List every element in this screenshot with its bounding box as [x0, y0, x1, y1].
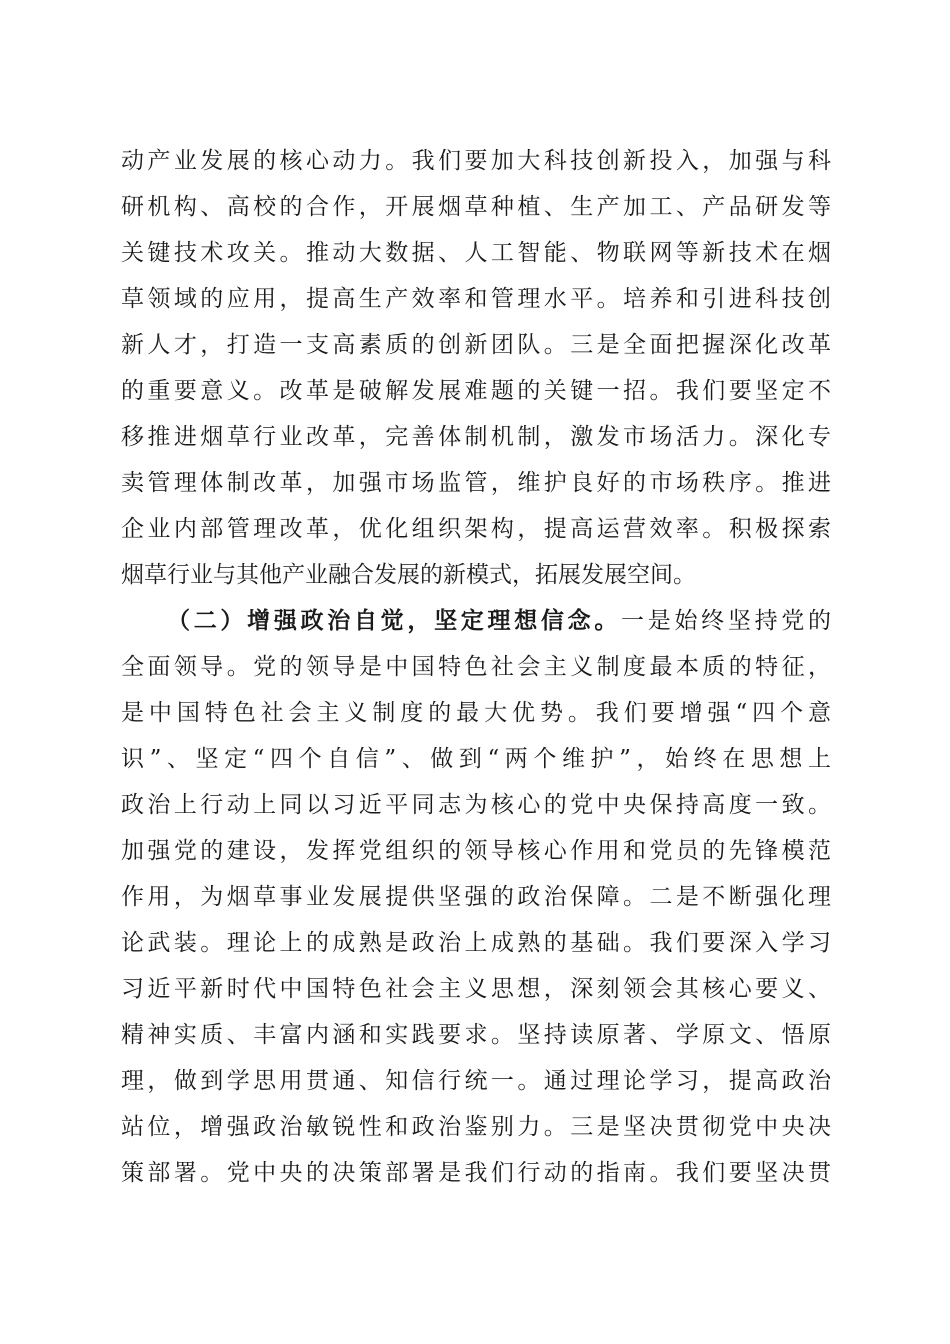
paragraph-line: 全面领导。党的领导是中国特色社会主义制度最本质的特征，	[121, 654, 831, 680]
paragraph-line: 策部署。党中央的决策部署是我们行动的指南。我们要坚决贯	[121, 1160, 831, 1186]
paragraph-line: 精神实质、丰富内涵和实践要求。坚持读原著、学原文、悟原	[121, 1022, 831, 1048]
paragraph-line: 新人才，打造一支高素质的创新团队。三是全面把握深化改革	[121, 332, 831, 358]
section-heading-continuation: 一是始终坚持党的	[621, 608, 831, 634]
paragraph-line: 论武装。理论上的成熟是政治上成熟的基础。我们要深入学习	[121, 930, 831, 956]
paragraph-line: 烟草行业与其他产业融合发展的新模式，拓展发展空间。	[121, 562, 696, 588]
paragraph-line: 研机构、高校的合作，开展烟草种植、生产加工、产品研发等	[121, 194, 831, 220]
section-heading: （二）增强政治自觉，坚定理想信念。	[167, 607, 622, 634]
paragraph-line: 的重要意义。改革是破解发展难题的关键一招。我们要坚定不	[121, 378, 831, 404]
paragraph-line: 站位，增强政治敏锐性和政治鉴别力。三是坚决贯彻党中央决	[121, 1114, 831, 1140]
paragraph-line: 识”、坚定“四个自信”、做到“两个维护”，始终在思想上	[121, 746, 831, 772]
paragraph-line: 作用，为烟草事业发展提供坚强的政治保障。二是不断强化理	[121, 884, 831, 910]
paragraph-line: 是中国特色社会主义制度的最大优势。我们要增强“四个意	[121, 700, 831, 726]
paragraph-line: 动产业发展的核心动力。我们要加大科技创新投入，加强与科	[121, 148, 831, 174]
paragraph-line: 政治上行动上同以习近平同志为核心的党中央保持高度一致。	[121, 792, 831, 818]
paragraph-line: 企业内部管理改革，优化组织架构，提高运营效率。积极探索	[121, 516, 831, 542]
paragraph-line: 草领域的应用，提高生产效率和管理水平。培养和引进科技创	[121, 286, 831, 312]
paragraph-line: 理，做到学思用贯通、知信行统一。通过理论学习，提高政治	[121, 1068, 831, 1094]
paragraph-line: 习近平新时代中国特色社会主义思想，深刻领会其核心要义、	[121, 976, 831, 1002]
section-heading-line	[167, 601, 831, 641]
paragraph-line: 关键技术攻关。推动大数据、人工智能、物联网等新技术在烟	[121, 240, 831, 266]
paragraph-line: 加强党的建设，发挥党组织的领导核心作用和党员的先锋模范	[121, 838, 831, 864]
paragraph-line: 移推进烟草行业改革，完善体制机制，激发市场活力。深化专	[121, 424, 831, 450]
paragraph-line: 卖管理体制改革，加强市场监管，维护良好的市场秩序。推进	[121, 470, 831, 496]
